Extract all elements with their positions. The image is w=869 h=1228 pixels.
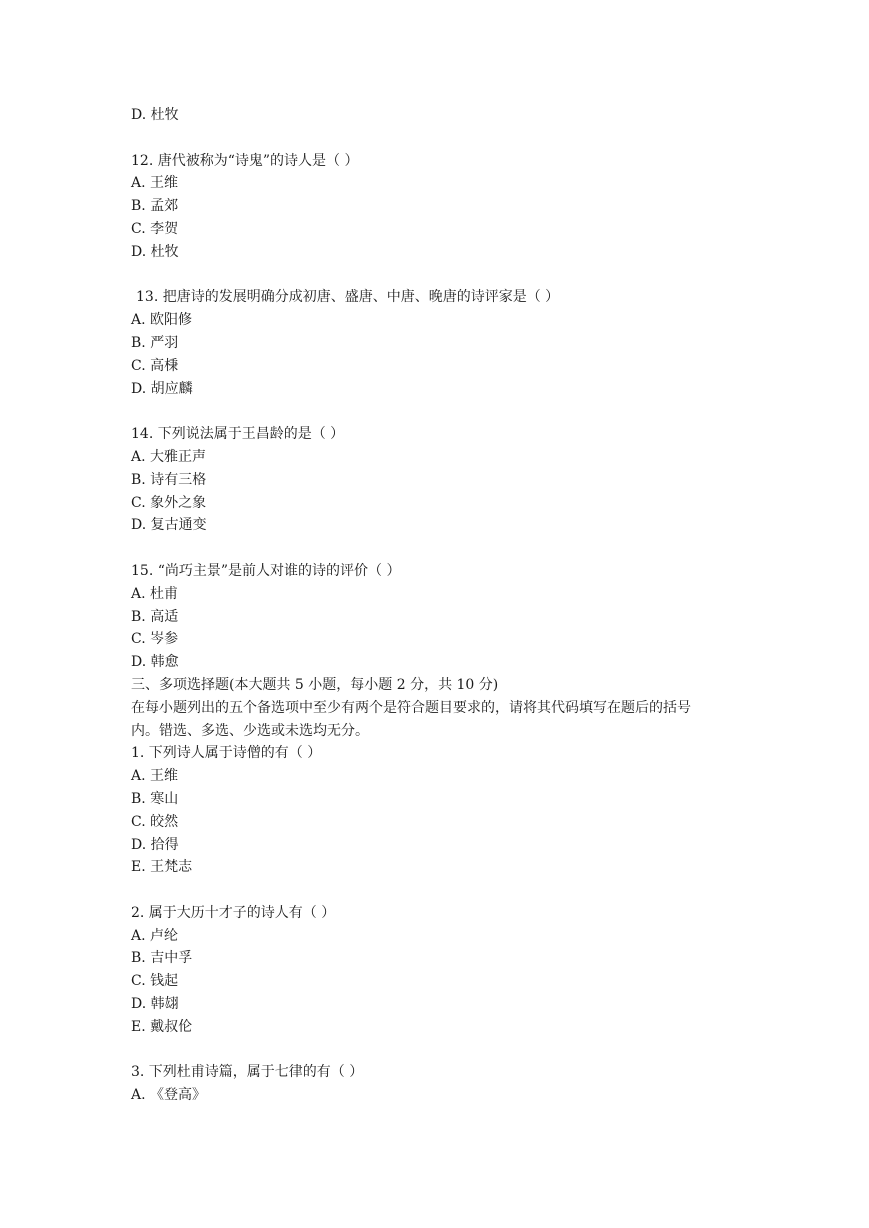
spacer [131, 400, 751, 423]
option-a: A. 欧阳修 [131, 312, 193, 329]
q11-option-d: D. 杜牧 [131, 107, 179, 123]
question-stem: 1. 下列诗人属于诗僧的有（ ） [131, 745, 322, 762]
option-c: C. 皎然 [131, 813, 179, 830]
option-c: C. 岑参 [131, 631, 179, 648]
option-b: B. 诗有三格 [131, 471, 207, 488]
option-c: C. 象外之象 [131, 494, 207, 511]
option-c: C. 高棅 [131, 357, 179, 374]
option-d: D. 拾得 [131, 836, 179, 853]
option-d: D. 韩翃 [131, 996, 179, 1013]
option-d: D. 复古通变 [131, 517, 207, 534]
option-b: B. 寒山 [131, 790, 179, 807]
question-stem: 12. 唐代被称为“诗鬼”的诗人是（ ） [131, 152, 359, 169]
document-page [131, 104, 751, 1107]
option-a: A. 大雅正声 [131, 448, 207, 465]
option-e: E. 王梵志 [131, 859, 193, 876]
question-14 [131, 423, 751, 537]
spacer [131, 879, 751, 902]
option-e: E. 戴叔伦 [131, 1018, 193, 1035]
option-c: C. 李贺 [131, 220, 179, 237]
option-d: D. 胡应麟 [131, 380, 193, 397]
spacer [131, 127, 751, 150]
question-12 [131, 150, 751, 264]
spacer [131, 1039, 751, 1062]
section-instruction: 在每小题列出的五个备选项中至少有两个是符合题目要求的，请将其代码填写在题后的括号 [131, 699, 691, 716]
question-stem: 14. 下列说法属于王昌龄的是（ ） [131, 426, 345, 443]
question-stem: 2. 属于大历十才子的诗人有（ ） [131, 904, 336, 921]
multi-question-1 [131, 742, 751, 879]
option-b: B. 高适 [131, 608, 179, 625]
section-heading: 三、多项选择题(本大题共 5 小题，每小题 2 分，共 10 分) [131, 676, 499, 693]
question-stem: 15. “尚巧主景”是前人对谁的诗的评价（ ） [131, 562, 401, 579]
spacer [131, 264, 751, 287]
question-stem: 3. 下列杜甫诗篇，属于七律的有（ ） [131, 1064, 364, 1081]
option-c: C. 钱起 [131, 973, 179, 990]
option-b: B. 严羽 [131, 334, 179, 351]
option-b: B. 孟郊 [131, 198, 179, 215]
question-13 [131, 286, 751, 400]
option-a: A. 《登高》 [131, 1087, 207, 1104]
section-3-header [131, 674, 751, 742]
option-a: A. 杜甫 [131, 585, 179, 602]
spacer [131, 537, 751, 560]
option-a: A. 王维 [131, 175, 179, 192]
option-d: D. 韩愈 [131, 654, 179, 671]
section-instruction-continued: 内。错选、多选、少选或未选均无分。 [131, 722, 369, 739]
question-15 [131, 560, 751, 674]
option-a: A. 王维 [131, 768, 179, 785]
option-a: A. 卢纶 [131, 927, 179, 944]
multi-question-2 [131, 902, 751, 1039]
option-d: D. 杜牧 [131, 243, 179, 260]
question-stem: 13. 把唐诗的发展明确分成初唐、盛唐、中唐、晚唐的诗评家是（ ） [136, 289, 560, 306]
option-b: B. 吉中孚 [131, 950, 193, 967]
multi-question-3 [131, 1061, 751, 1107]
